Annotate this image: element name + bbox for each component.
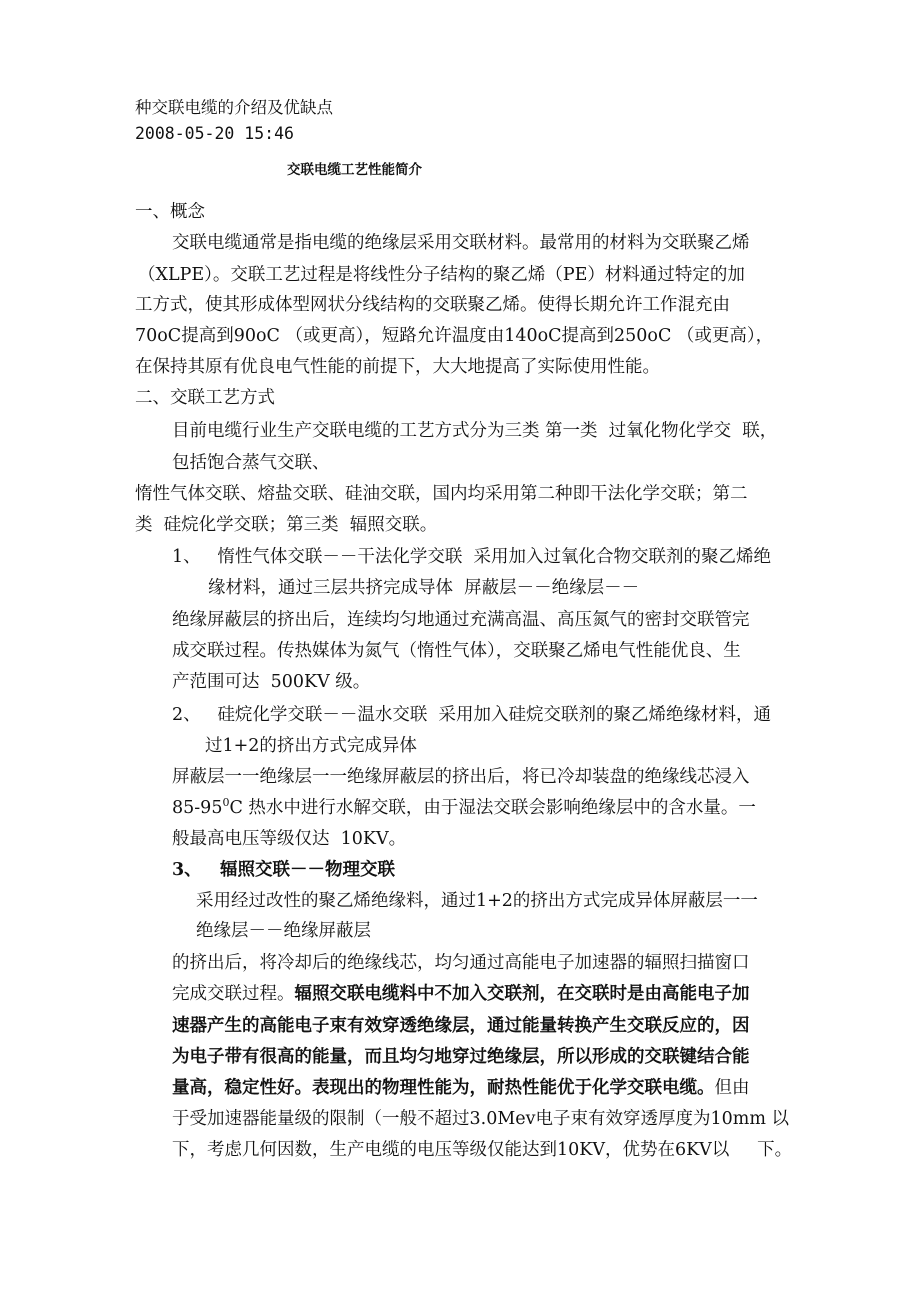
list-item-1-title: 1、 惰性气体交联－－干法化学交联 采用加入过氧化合物交联剂的聚乙烯绝 xyxy=(172,547,771,567)
section-title: 交联电缆工艺性能简介 xyxy=(287,162,422,178)
bold-paragraph-line: 速器产生的高能电子束有效穿透绝缘层，通过能量转换产生交联反应的，因 xyxy=(172,1016,750,1036)
paragraph-line: 下，考虑几何因数，生产电缆的电压等级仅能达到10KV，优势在6KV以 下。 xyxy=(172,1140,793,1160)
paragraph-line: 缘材料，通过三层共挤完成导体 屏蔽层－－绝缘层－－ xyxy=(208,578,640,598)
paragraph-line: 采用经过改性的聚乙烯绝缘料，通过1+2的挤出方式完成异体屏蔽层一一 xyxy=(196,891,758,911)
bold-text-run: 量高，稳定性好。表现出的物理性能为，耐热性能优于化学交联电缆。 xyxy=(172,1078,715,1098)
degree-superscript: 0 xyxy=(222,796,230,810)
paragraph-line: 般最高电压等级仅达 10KV。 xyxy=(172,829,407,849)
paragraph-line: 的挤出后，将冷却后的绝缘线芯，均匀通过高能电子加速器的辐照扫描窗口 xyxy=(172,953,750,973)
paragraph-line-mixed xyxy=(172,981,750,1007)
paragraph-line: 产范围可达 500KV 级。 xyxy=(172,672,371,692)
paragraph-line: 惰性气体交联、熔盐交联、硅油交联，国内均采用第二种即干法化学交联；第二 xyxy=(135,484,748,504)
list-item-3-title: 3、 辐照交联－－物理交联 xyxy=(172,860,395,880)
text-run: C 热水中进行水解交联，由于湿法交联会影响绝缘层中的含水量。一 xyxy=(229,798,756,818)
paragraph-line: 绝缘屏蔽层的挤出后，连续均匀地通过充满高温、高压氮气的密封交联管完 xyxy=(172,610,750,630)
heading-process: 二、交联工艺方式 xyxy=(135,388,275,408)
paragraph-line: 工方式，使其形成体型网状分线结构的交联聚乙烯。使得长期允许工作混充由 xyxy=(135,295,730,315)
text-run: 但由 xyxy=(714,1078,750,1098)
bold-text-run: 辐照交联电缆料中不加入交联剂，在交联时是由高能电子加 xyxy=(294,984,750,1004)
paragraph-line: 屏蔽层一一绝缘层一一绝缘屏蔽层的挤出后，将已冷却装盘的绝缘线芯浸入 xyxy=(172,767,750,787)
paragraph-line-hot-water xyxy=(172,795,756,821)
paragraph-line: 绝缘层－－绝缘屏蔽层 xyxy=(196,921,371,941)
temperature-range: 85-95 xyxy=(172,798,223,818)
document-datetime: 2008-05-20 15:46 xyxy=(135,124,294,143)
paragraph-line: 交联电缆通常是指电缆的绝缘层采用交联材料。最常用的材料为交联聚乙烯 xyxy=(172,233,750,253)
paragraph-line: 类 硅烷化学交联；第三类 辐照交联。 xyxy=(135,515,438,535)
paragraph-line: （XLPE）。交联工艺过程是将线性分子结构的聚乙烯（PE）材料通过特定的加 xyxy=(138,265,745,285)
paragraph-line: 过1+2的挤出方式完成异体 xyxy=(205,736,417,756)
paragraph-line: 70oC提高到90oC （或更高），短路允许温度由140oC提高到250oC （或更高）， xyxy=(135,326,774,346)
document-title: 种交联电缆的介绍及优缺点 xyxy=(135,98,333,117)
bold-paragraph-line: 为电子带有很高的能量，而且均匀地穿过绝缘层，所以形成的交联键结合能 xyxy=(172,1047,750,1067)
text-run: 完成交联过程。 xyxy=(172,984,295,1004)
paragraph-line: 成交联过程。传热媒体为氮气（惰性气体），交联聚乙烯电气性能优良、生 xyxy=(172,641,741,661)
heading-concept: 一、概念 xyxy=(135,202,205,222)
list-item-2-title: 2、 硅烷化学交联－－温水交联 采用加入硅烷交联剂的聚乙烯绝缘材料，通 xyxy=(172,705,771,725)
paragraph-line: 于受加速器能量级的限制（一般不超过3.0Mev电子束有效穿透厚度为10mm 以 xyxy=(172,1109,790,1129)
paragraph-line: 包括饱合蒸气交联、 xyxy=(172,453,330,473)
paragraph-line: 在保持其原有优良电气性能的前提下，大大地提高了实际使用性能。 xyxy=(135,357,660,377)
paragraph-line: 目前电缆行业生产交联电缆的工艺方式分为三类 第一类 过氧化物化学交 联， xyxy=(172,421,778,441)
paragraph-line-mixed xyxy=(172,1075,750,1101)
